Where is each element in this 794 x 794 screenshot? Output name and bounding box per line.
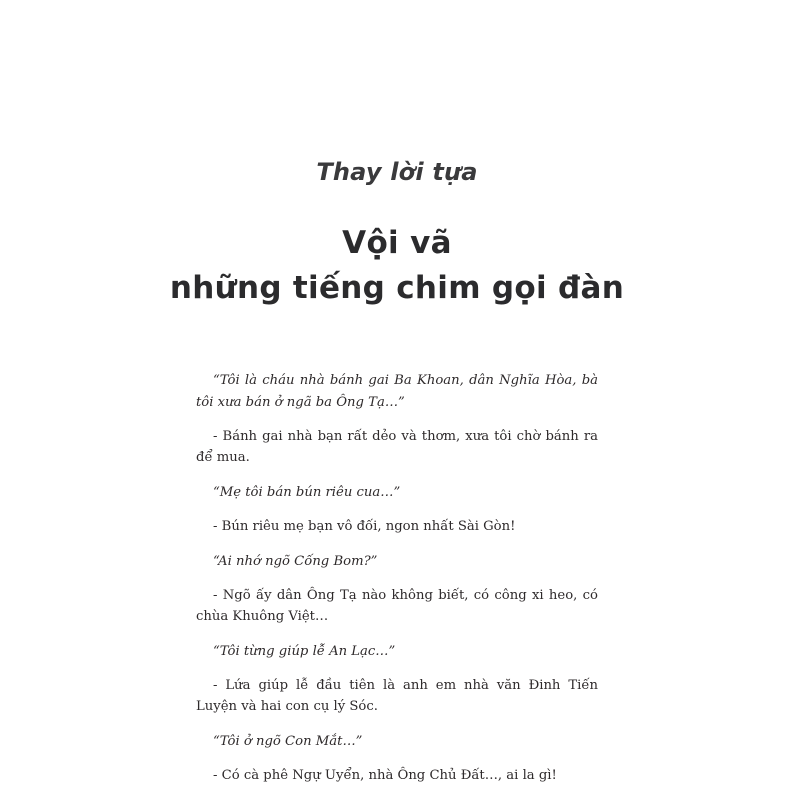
paragraph: - Bánh gai nhà bạn rất dẻo và thơm, xưa tôi chờ bánh ra để mua. [196,429,598,466]
page-title-line-1: Vội vã [342,225,452,261]
preface-kicker: Thay lời tựa [316,158,478,186]
page-title [0,224,794,308]
body-text-block [196,370,598,786]
paragraph: “Tôi từng giúp lễ An Lạc…” [213,643,396,659]
paragraph: “Ai nhớ ngõ Cống Bom?” [213,553,378,569]
paragraph: - Có cà phê Ngự Uyển, nhà Ông Chủ Đất…, ai la gì! [213,768,557,784]
page-title-line-2: những tiếng chim gọi đàn [169,269,625,306]
paragraph: - Lứa giúp lễ đầu tiên là anh em nhà văn Đinh Tiến Luyện và hai con cụ lý Sóc. [196,678,598,715]
paragraph: “Tôi ở ngõ Con Mắt…” [213,733,363,749]
paragraph: - Bún riêu mẹ bạn vô đối, ngon nhất Sài Gòn! [213,519,516,535]
paragraph: - Ngõ ấy dân Ông Tạ nào không biết, có công xi heo, có chùa Khuông Việt… [196,587,598,625]
paragraph: “Tôi là cháu nhà bánh gai Ba Khoan, dân Nghĩa Hòa, bà tôi xưa bán ở ngã ba Ông Tạ…” [196,373,598,410]
paragraph: “Mẹ tôi bán bún riêu cua…” [213,484,401,500]
